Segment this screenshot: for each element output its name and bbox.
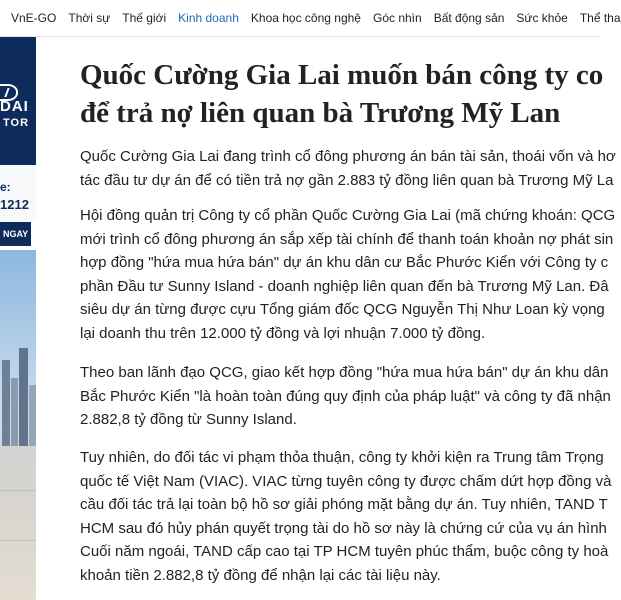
paragraph-line: khoản tiền 2.882,8 tỷ đồng để nhận lại các tài liệu này. xyxy=(80,566,441,584)
paragraph-line: Cuối năm ngoái, TAND cấp cao tại TP HCM tuyên phúc thẩm, buộc công ty hoà xyxy=(80,543,609,561)
paragraph-line: Tuy nhiên, do đối tác vi phạm thỏa thuận, công ty khởi kiện ra Trung tâm Trọng xyxy=(80,448,604,466)
paragraph-line: tác đầu tư dự án để có tiền trả nợ gần 2.883 tỷ đồng liên quan bà Trương Mỹ La xyxy=(80,172,614,189)
hyundai-ad-banner[interactable] xyxy=(0,37,36,600)
article-paragraph xyxy=(80,446,612,588)
ad-photo-road-line xyxy=(0,490,36,491)
article-title-line: để trả nợ liên quan bà Trương Mỹ Lan xyxy=(80,97,561,129)
nav-item-khoa-hoc-cong-nghe[interactable]: Khoa học công nghệ xyxy=(250,11,361,25)
article-paragraph xyxy=(80,204,616,346)
paragraph-line: cầu đối tác trả lại toàn bộ hồ sơ giải phóng mặt bằng dự án. Tuy nhiên, TAND T xyxy=(80,496,608,514)
nav-item-bat-dong-san[interactable]: Bất động sản xyxy=(433,11,505,25)
ad-photo-road-line xyxy=(0,540,36,541)
paragraph-line: quốc tế Việt Nam (VIAC). VIAC từng tuyên công ty được chấm dứt hợp đồng và xyxy=(80,472,612,490)
paragraph-line: Quốc Cường Gia Lai đang trình cổ đông phương án bán tài sản, thoái vốn và hơ xyxy=(80,148,616,165)
nav-item-thoi-su[interactable]: Thời sự xyxy=(68,11,111,25)
ad-photo-building xyxy=(2,360,10,446)
nav-item-goc-nhin[interactable]: Góc nhìn xyxy=(372,11,422,25)
article-paragraph xyxy=(80,361,611,432)
paragraph-line: Bắc Phước Kiển "là hoàn toàn đúng quy định của pháp luật" và công ty đã nhận xyxy=(80,387,611,405)
paragraph-line: Hội đồng quản trị Công ty cổ phần Quốc Cường Gia Lai (mã chứng khoán: QCG xyxy=(80,207,616,224)
hyundai-logo-stroke xyxy=(4,88,9,97)
nav-item-vne-go[interactable]: VnE-GO xyxy=(11,11,57,25)
ad-photo-building xyxy=(29,385,36,446)
paragraph-line: hợp đồng "hứa mua hứa bán" dự án khu dân cư Bắc Phước Kiển với Công ty c xyxy=(80,254,609,272)
paragraph-line: lại doanh thu trên 12.000 tỷ đồng và lợi nhuận 7.000 tỷ đồng. xyxy=(80,324,486,342)
nav-item-suc-khoe[interactable]: Sức khỏe xyxy=(516,11,568,25)
ad-hotline-number: 1212 xyxy=(0,197,29,212)
top-nav xyxy=(0,0,621,37)
article-body xyxy=(80,56,616,587)
article-title xyxy=(80,56,604,132)
ad-brand-subtext: TOR xyxy=(3,117,30,129)
ad-photo-building xyxy=(19,348,28,446)
paragraph-line: siêu dự án từng được cựu Tổng giám đốc QCG Nguyễn Thị Như Loan kỳ vọng xyxy=(80,301,605,319)
paragraph-line: phần Đầu tư Sunny Island - doanh nghiệp liên quan đến bà Trương Mỹ Lan. Đâ xyxy=(80,277,609,295)
paragraph-line: HCM sau đó hủy phán quyết trọng tài do hồ sơ này là chứng cứ của vụ án hình xyxy=(80,519,607,537)
ad-city-photo xyxy=(0,250,36,600)
ad-brand-text: DAI xyxy=(0,98,29,115)
ad-photo-building xyxy=(11,378,18,446)
paragraph-line: 2.882,8 tỷ đồng từ Sunny Island. xyxy=(80,411,297,429)
ad-hotline-label: e: xyxy=(0,180,11,194)
nav-item-kinh-doanh[interactable]: Kinh doanh xyxy=(178,11,239,25)
paragraph-line: Theo ban lãnh đạo QCG, giao kết hợp đồng "hứa mua hứa bán" dự án khu dân xyxy=(80,363,609,381)
nav-item-the-thao[interactable]: Thể tha xyxy=(579,11,621,25)
ad-cta-button[interactable]: NGAY xyxy=(0,222,31,246)
article-lead-paragraph xyxy=(80,145,616,193)
nav-item-the-gioi[interactable]: Thế giới xyxy=(122,11,167,25)
article-title-line: Quốc Cường Gia Lai muốn bán công ty co xyxy=(80,59,604,91)
paragraph-line: mới trình cổ đông phương án sắp xếp tài chính để thanh toán khoản nợ phát sin xyxy=(80,230,614,248)
